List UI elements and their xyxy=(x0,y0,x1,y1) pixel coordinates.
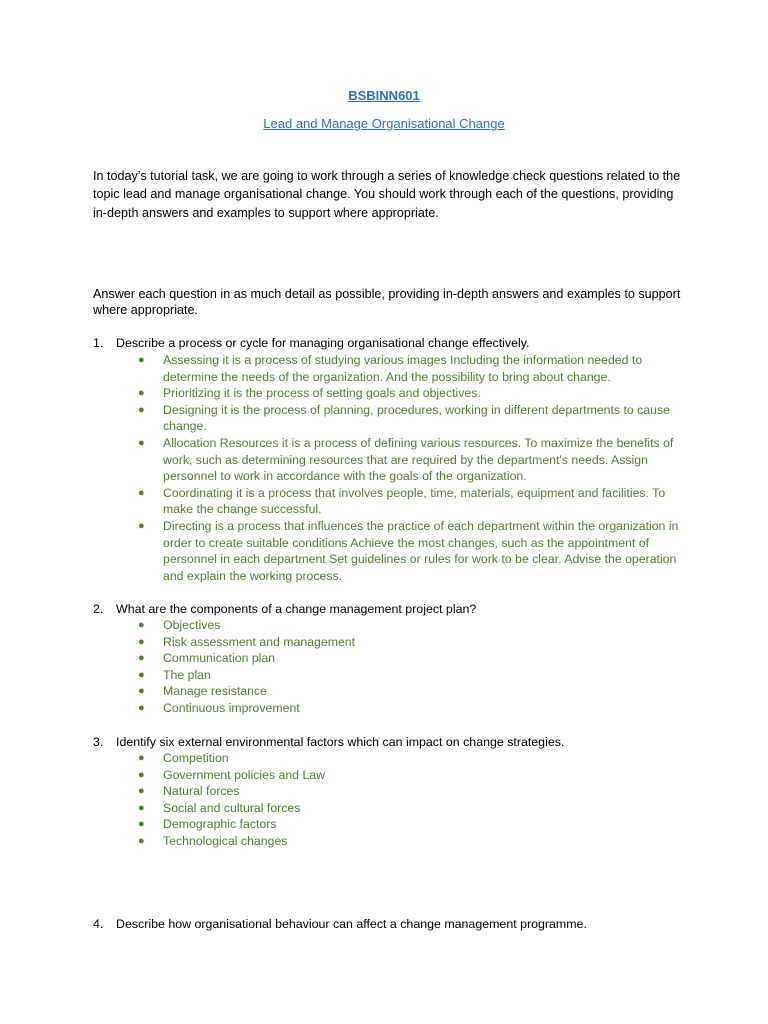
answer-text: Allocation Resources it is a process of defining various resources. To maximize the benefits of work, such as determining resources that are required by the department's needs. Assign personnel to work in accordance with the goals of the organization. xyxy=(163,435,674,484)
answer-text: Social and cultural forces xyxy=(163,800,301,815)
answer-text: Designing it is the process of planning, procedures, working in different departments to cause change. xyxy=(163,402,670,434)
bullet-dot-icon: ● xyxy=(138,818,145,831)
bullet-dot-icon: ● xyxy=(138,752,145,764)
bullet-dot-icon: ● xyxy=(138,354,145,366)
bullet-dot-icon: ● xyxy=(138,403,145,416)
answer-text: Communication plan xyxy=(163,651,276,666)
list-item xyxy=(135,683,683,700)
list-item xyxy=(135,833,683,850)
answer-text: The plan xyxy=(163,667,211,682)
intro-paragraph: In today’s tutorial task, we are going to work through a series of knowledge check questions related to the topic lead and manage organisational change. You should work through each of the questions, providing in-depth answers and examples to support where appropriate. xyxy=(93,169,681,220)
list-item xyxy=(135,767,683,784)
list-item xyxy=(135,352,683,385)
answer-text: Coordinating it is a process that involves people, time, materials, equipment and facilities. To make the change successful. xyxy=(163,485,666,517)
list-item xyxy=(135,634,683,651)
answer-text: Risk assessment and management xyxy=(163,634,356,649)
list-item xyxy=(135,667,683,684)
bullet-dot-icon: ● xyxy=(138,701,145,714)
list-item xyxy=(135,816,683,833)
answer-text: Competition xyxy=(163,751,229,765)
instruction-paragraph: Answer each question in as much detail as possible, providing in-depth answers and examples to support where appropriate. xyxy=(93,287,681,318)
list-item xyxy=(135,485,683,518)
question-text: Describe how organisational behaviour can affect a change management programme. xyxy=(116,917,587,931)
bullet-dot-icon: ● xyxy=(138,652,145,665)
answer-list-3 xyxy=(135,750,683,850)
answer-text: Assessing it is a process of studying various images Including the information needed to determine the needs of the organization. And the possibility to bring about change. xyxy=(163,353,643,384)
answer-list-2 xyxy=(135,617,683,717)
answer-text: Objectives xyxy=(163,618,221,632)
answer-text: Natural forces xyxy=(163,784,240,799)
list-item xyxy=(135,700,683,717)
answer-list-1 xyxy=(135,352,683,584)
question-text: What are the components of a change management project plan? xyxy=(116,602,477,616)
answer-text: Directing is a process that influences the practice of each department within the organization in order to create suitable conditions Achieve the most changes, such as the appointment of personnel in each department Set guidelines or rules for work to be clear. Advise the operation and explain the working process. xyxy=(163,518,679,583)
question-number: 4. xyxy=(93,917,104,931)
list-item xyxy=(135,800,683,817)
list-item xyxy=(135,750,683,767)
question-number: 1. xyxy=(93,336,104,350)
answer-text: Manage resistance xyxy=(163,684,267,699)
bullet-dot-icon: ● xyxy=(138,768,145,781)
question-number: 2. xyxy=(93,602,104,616)
bullet-dot-icon: ● xyxy=(138,519,145,532)
list-item xyxy=(135,650,683,667)
list-item xyxy=(135,435,683,485)
question-text: Identify six external environmental factors which can impact on change strategies. xyxy=(116,735,565,749)
unit-title-heading: Lead and Manage Organisational Change xyxy=(263,116,505,131)
answer-text: Prioritizing it is the process of setting goals and objectives. xyxy=(163,386,481,401)
answer-text: Demographic factors xyxy=(163,817,277,832)
list-item xyxy=(135,385,683,402)
answer-text: Continuous improvement xyxy=(163,700,300,715)
list-item xyxy=(135,402,683,435)
bullet-dot-icon: ● xyxy=(138,635,145,648)
question-number: 3. xyxy=(93,735,104,749)
bullet-dot-icon: ● xyxy=(138,685,145,698)
bullet-dot-icon: ● xyxy=(138,834,145,847)
bullet-dot-icon: ● xyxy=(138,668,145,681)
unit-code-heading: BSBINN601 xyxy=(348,88,420,103)
list-item xyxy=(135,783,683,800)
bullet-dot-icon: ● xyxy=(138,801,145,814)
bullet-dot-icon: ● xyxy=(138,619,145,631)
list-item xyxy=(135,617,683,634)
question-text: Describe a process or cycle for managing organisational change effectively. xyxy=(116,336,530,350)
list-item xyxy=(135,518,683,584)
answer-text: Technological changes xyxy=(163,833,288,848)
bullet-dot-icon: ● xyxy=(138,436,145,449)
bullet-dot-icon: ● xyxy=(138,387,145,400)
answer-text: Government policies and Law xyxy=(163,767,325,782)
bullet-dot-icon: ● xyxy=(138,785,145,798)
bullet-dot-icon: ● xyxy=(138,486,145,499)
